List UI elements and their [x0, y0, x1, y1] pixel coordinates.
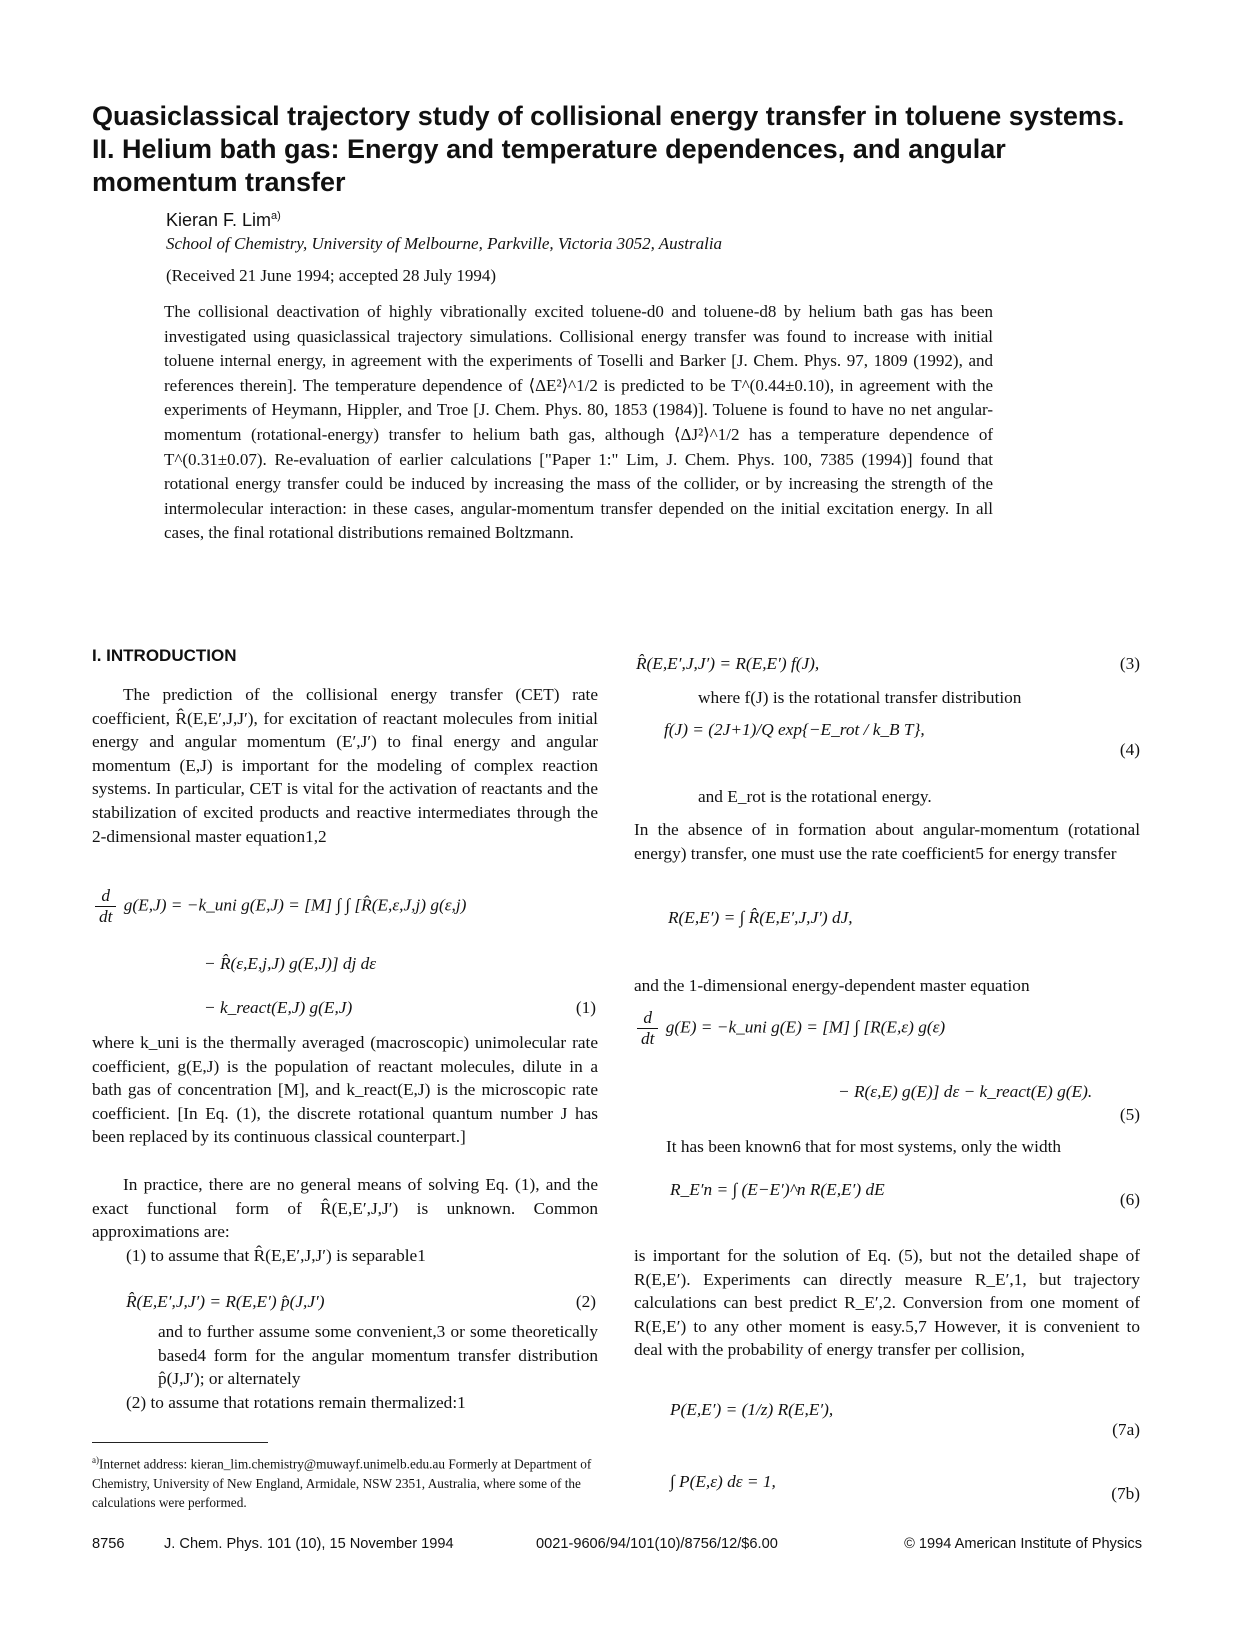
derivative-fraction: $\frac{d}{dt}$ — [95, 886, 116, 927]
footnote-text: Internet address: kieran_lim.chemistry@muwayf.unimelb.edu.au Formerly at Department of Chemistry, University of New England, Armidale, NSW 2351, Australia, where some of the calculations were performed. — [92, 1456, 592, 1511]
footnote — [92, 1451, 602, 1513]
equation-1-line-1 — [92, 886, 598, 936]
author-line — [166, 210, 281, 231]
approximation-item-2: (2) to assume that rotations remain thermalized:1 — [126, 1393, 466, 1412]
intro-paragraph-2: where k_uni is the thermally averaged (macroscopic) unimolecular rate coefficient, g(E,J) is the population of reactant molecules, dilute in a bath gas of concentration [M], and k_react(E,J) is the microscopic rate coefficient. [In Eq. (1), the discrete rotational quantum number J has been replaced by its continuous classical counterpart.] — [92, 1033, 598, 1147]
right-paragraph-4: and the 1-dimensional energy-dependent master equation — [634, 976, 1030, 995]
author-mark: a) — [271, 210, 281, 222]
equation-7b — [670, 1470, 776, 1494]
intro-paragraph-3: In practice, there are no general means of solving Eq. (1), and the exact functional form of R̂(E,E′,J,J′) is unknown. Common approximations are: — [92, 1175, 598, 1242]
right-paragraph-2: and E_rot is the rotational energy. — [698, 787, 932, 806]
approximation-item-1: (1) to assume that R̂(E,E′,J,J′) is separable1 — [126, 1246, 426, 1265]
equation-5-line-2 — [838, 1080, 1092, 1104]
footnote-mark: a) — [92, 1455, 99, 1465]
right-paragraph-5: It has been known6 that for most systems, only the width — [666, 1137, 1062, 1156]
article-code: 0021-9606/94/101(10)/8756/12/$6.00 — [536, 1536, 778, 1552]
right-paragraph-6: is important for the solution of Eq. (5), but not the detailed shape of R(E,E′). Experiments can directly measure R_E′,1, but trajectory calculations can best predict R_E′,2. Conversion from one moment of R(E,E′) to any other moment is easy.5,7 However, it is convenient to deal with the probability of energy transfer per collision, — [634, 1246, 1140, 1360]
equation-1-line-1-text: g(E,J) = −k_uni g(E,J) = [M] ∫ ∫ [R̂(E,ε,J,j) g(ε,j) — [123, 895, 467, 915]
author-name: Kieran F. Lim — [166, 210, 272, 230]
abstract: The collisional deactivation of highly vibrationally excited toluene-d0 and toluene-d8 by helium bath gas has been investigated using quasiclassical trajectory simulations. Collisional energy transfer was found to increase with initial toluene internal energy, in agreement with the experiments of Toselli and Barker [J. Chem. Phys. 97, 1809 (1992), and references therein]. The temperature dependence of ⟨ΔE²⟩^1/2 is predicted to be T^(0.44±0.10), in agreement with the experiments of Heymann, Hippler, and Troe [J. Chem. Phys. 80, 1853 (1984)]. Toluene is found to have no net angular-momentum (rotational-energy) transfer to helium bath gas, although ⟨ΔJ²⟩^1/2 has a temperature dependence of T^(0.31±0.07). Re-evaluation of earlier calculations ["Paper 1:" Lim, J. Chem. Phys. 100, 7385 (1994)] found that rotational energy transfer could be induced by increasing the mass of the collider, or by increasing the strength of the intermolecular interaction: in these cases, angular-momentum transfer depended on the initial excitation energy. In all cases, the final rotational distributions remained Boltzmann. — [164, 302, 993, 543]
equation-rate-coefficient-text: R(E,E′) = ∫ R̂(E,E′,J,J′) dJ, — [668, 908, 853, 927]
intro-paragraph-4: and to further assume some convenient,3 or some theoretically based4 form for the angular momentum transfer distribution p̂(J,J′); or alternately — [158, 1322, 598, 1389]
affiliation: School of Chemistry, University of Melbourne, Parkville, Victoria 3052, Australia — [166, 234, 723, 253]
equation-3-text: R̂(E,E′,J,J′) = R(E,E′) f(J), — [636, 654, 820, 673]
page-number: 8756 — [92, 1536, 125, 1552]
equation-6-text: R_E′n = ∫ (E−E′)^n R(E,E′) dE — [670, 1180, 885, 1199]
derivative-fraction-5: $\frac{d}{dt}$ — [637, 1008, 658, 1049]
section-heading: I. INTRODUCTION — [92, 646, 237, 665]
article-title: Quasiclassical trajectory study of collisional energy transfer in toluene systems. II. Helium bath gas: Energy and temperature dependences, and angular momentum transfer — [92, 101, 1125, 197]
equation-7a-text: P(E,E′) = (1/z) R(E,E′), — [670, 1400, 834, 1419]
page-footer — [92, 1536, 1142, 1558]
footnote-rule — [92, 1442, 268, 1443]
equation-1-line-2-text: − R̂(ε,E,j,J) g(E,J)] dj dε — [204, 954, 377, 973]
equation-7b-number: (7b) — [1111, 1484, 1140, 1503]
equation-6-number: (6) — [1119, 1190, 1140, 1209]
equation-7a-number: (7a) — [1112, 1420, 1140, 1439]
equation-4-number: (4) — [1119, 740, 1140, 759]
journal-citation: J. Chem. Phys. 101 (10), 15 November 1994 — [164, 1536, 454, 1552]
equation-1-line-2 — [204, 952, 376, 976]
received-dates: (Received 21 June 1994; accepted 28 July 1994) — [166, 266, 496, 285]
equation-1-number: (1) — [575, 998, 596, 1017]
intro-paragraph-1: The prediction of the collisional energy transfer (CET) rate coefficient, R̂(E,E′,J,J′), for excitation of reactant molecules from initial energy and angular momentum (E′,J′) to final energy and angular momentum (E,J) is important for the modeling of complex reaction systems. In particular, CET is vital for the activation of reactants and the stabilization of excited products and reactive intermediates through the 2-dimensional master equation1,2 — [92, 685, 598, 846]
equation-rate-coefficient — [668, 906, 853, 930]
equation-2-number: (2) — [575, 1292, 596, 1311]
equation-5-line-1 — [634, 1008, 945, 1049]
equation-5-line-1-text: g(E) = −k_uni g(E) = [M] ∫ [R(E,ε) g(ε) — [665, 1017, 946, 1037]
equation-1-line-3-text: − k_react(E,J) g(E,J) — [204, 998, 353, 1017]
equation-2 — [126, 1290, 325, 1314]
equation-3 — [636, 652, 819, 676]
copyright: © 1994 American Institute of Physics — [904, 1536, 1142, 1552]
right-paragraph-1: where f(J) is the rotational transfer distribution — [698, 688, 1022, 707]
equation-7b-text: ∫ P(E,ε) dε = 1, — [670, 1472, 776, 1491]
equation-4-text: f(J) = (2J+1)/Q exp{−E_rot / k_B T}, — [664, 720, 925, 739]
right-paragraph-3: In the absence of in formation about angular-momentum (rotational energy) transfer, one must use the rate coefficient5 for energy transfer — [634, 820, 1140, 863]
equation-5-line-2-text: − R(ε,E) g(E)] dε − k_react(E) g(E). — [838, 1082, 1093, 1101]
equation-1-line-3 — [204, 996, 352, 1020]
equation-6 — [670, 1178, 885, 1202]
equation-5-number: (5) — [1119, 1105, 1140, 1124]
equation-2-text: R̂(E,E′,J,J′) = R(E,E′) p̂(J,J′) — [126, 1292, 325, 1311]
equation-7a — [670, 1398, 833, 1422]
equation-3-number: (3) — [1119, 654, 1140, 673]
equation-4 — [664, 718, 925, 742]
